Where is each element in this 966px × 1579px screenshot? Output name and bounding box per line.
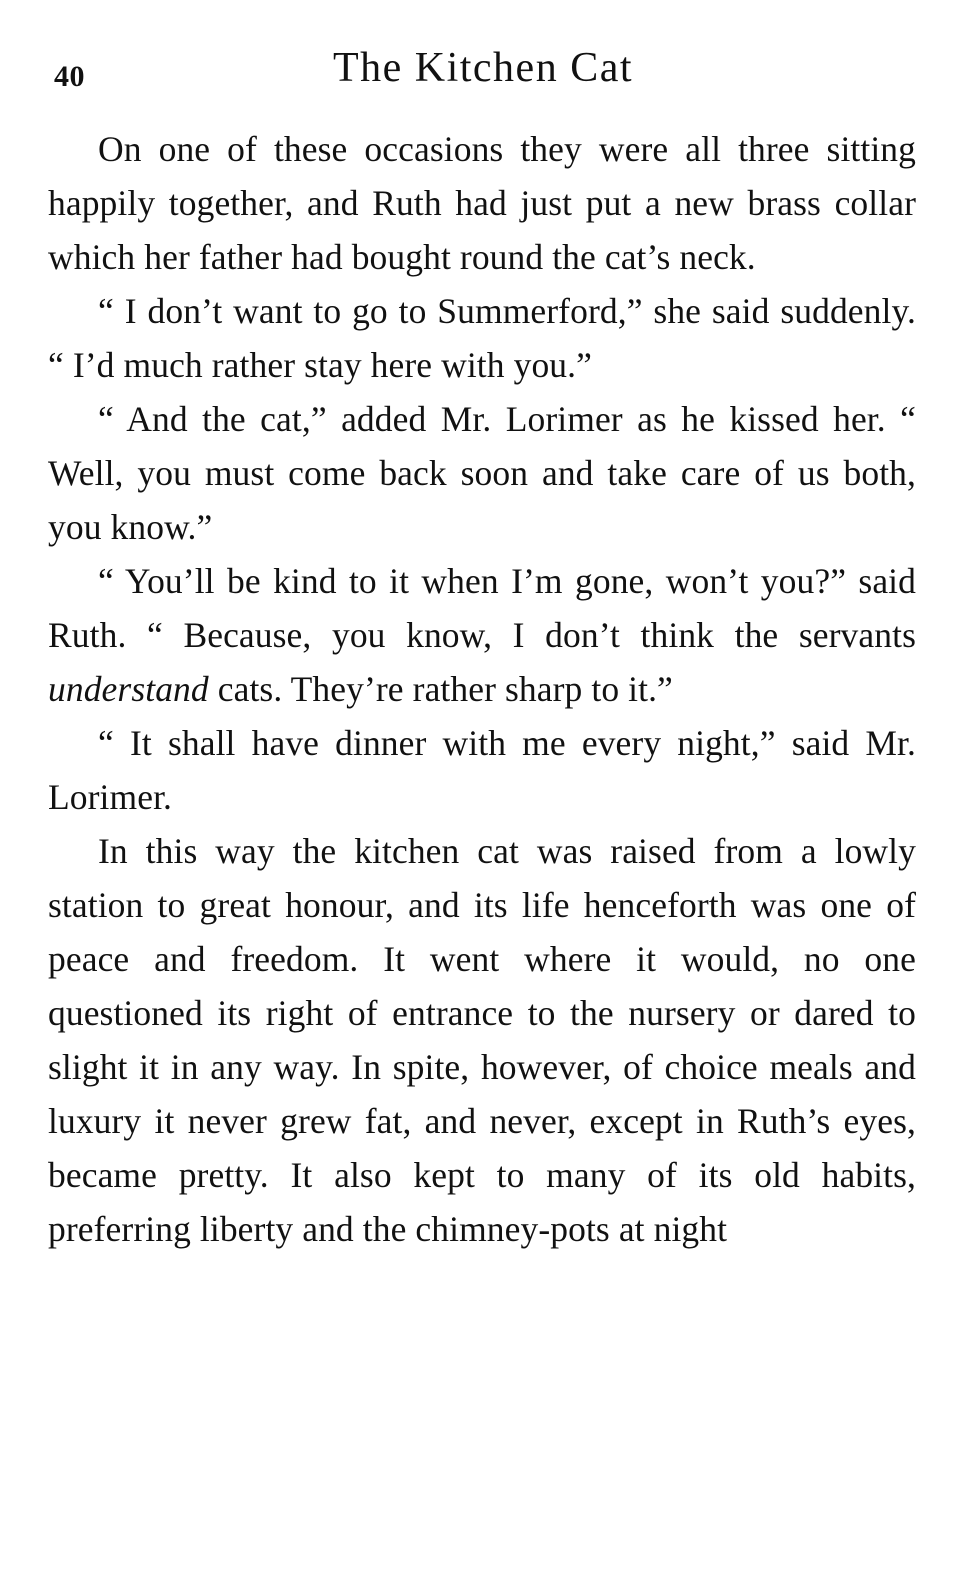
paragraph-text-after-emphasis: cats. They’re rather sharp to it.” [208,669,673,709]
running-title: The Kitchen Cat [332,45,634,91]
paragraph: “ And the cat,” added Mr. Lorimer as he kissed her. “ Well, you must come back soon and take care of us both, you know.” [48,399,916,547]
paragraph: “ It shall have dinner with me every night,” said Mr. Lorimer. [48,723,916,817]
page-number: 40 [54,60,85,93]
page-header [46,36,920,122]
page-body [46,122,920,1256]
paragraph [48,554,916,716]
paragraph: On one of these occasions they were all three sitting happily together, and Ruth had just put a new brass collar which her father had bought round the cat’s neck. [48,129,916,277]
emphasized-word: understand [48,669,209,709]
paragraph-text-before-emphasis: “ You’ll be kind to it when I’m gone, won’t you?” said Ruth. “ Because, you know, I don’t think the servants [48,561,916,655]
paragraph: In this way the kitchen cat was raised from a lowly station to great honour, and its life henceforth was one of peace and freedom. It went where it would, no one questioned its right of entrance to the nursery or dared to slight it in any way. In spite, however, of choice meals and luxury it never grew fat, and never, except in Ruth’s eyes, became pretty. It also kept to many of its old habits, preferring liberty and the chimney-pots at night [48,831,916,1249]
paragraph: “ I don’t want to go to Summerford,” she said suddenly. “ I’d much rather stay here with you.” [48,291,916,385]
